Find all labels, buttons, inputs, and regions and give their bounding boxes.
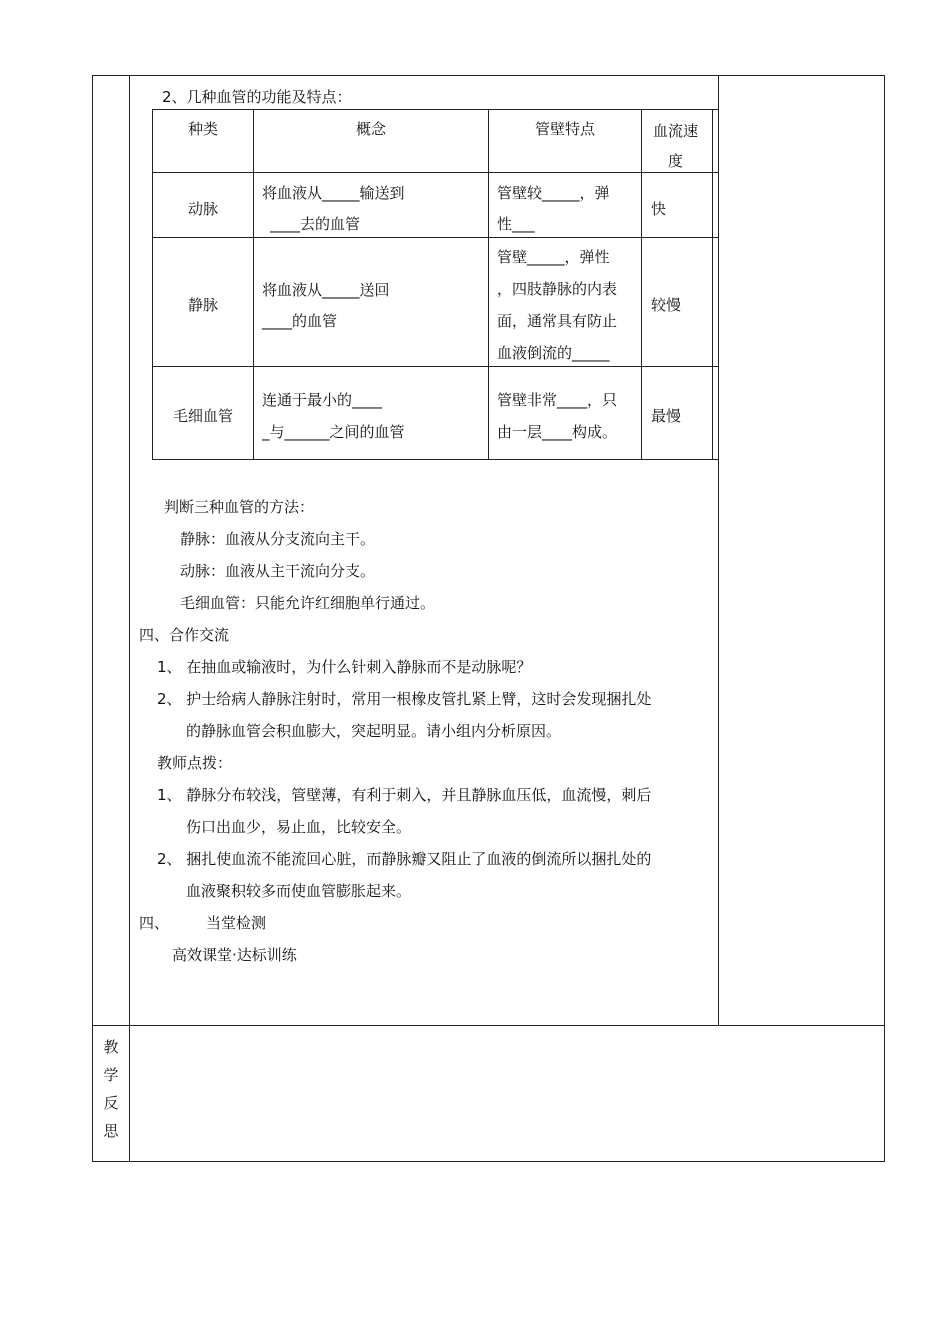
row-artery-wall-2: 性___ <box>497 215 535 233</box>
row-vein-wall-1: 管壁_____，弹性 <box>497 248 610 266</box>
row-capillary-concept-1: 连通于最小的____ <box>262 391 383 409</box>
question-2-line1: 2、 护士给病人静脉注射时，常用一根橡皮管扎紧上臂，这时会发现捆扎处 <box>157 690 652 708</box>
question-2-line2: 的静脉血管会积血膨大，突起明显。请小组内分析原因。 <box>186 722 562 740</box>
answer-1-line1: 1、 静脉分布较浅，管壁薄，有利于刺入，并且静脉血压低，血流慢，刺后 <box>157 786 652 804</box>
right-column-divider <box>718 75 719 1025</box>
method-artery: 动脉：血液从主干流向分支。 <box>180 562 376 580</box>
row-artery-wall-1: 管壁较_____，弹 <box>497 184 610 202</box>
row-vein-wall-2: ，四肢静脉的内表 <box>497 280 618 298</box>
header-type: 种类 <box>187 120 218 138</box>
teacher-guidance-title: 教师点拨： <box>157 754 233 772</box>
section5-subtitle: 高效课堂·达标训练 <box>172 946 297 964</box>
row-vein-concept-2: ____的血管 <box>262 312 338 330</box>
row-capillary-wall-2: 由一层____构成。 <box>497 423 618 441</box>
outer-top-border <box>92 75 885 76</box>
table-row-line-3 <box>152 366 718 367</box>
section-title: 2、几种血管的功能及特点： <box>162 88 352 106</box>
question-1: 1、 在抽血或输液时，为什么针刺入静脉而不是动脉呢？ <box>157 658 532 676</box>
reflection-char-1: 教 <box>103 1038 119 1056</box>
row-capillary-speed: 最慢 <box>651 407 682 425</box>
section5-label: 四、 <box>139 914 170 932</box>
table-bottom-line <box>152 459 718 460</box>
row-artery-concept-1: 将血液从_____输送到 <box>262 184 405 202</box>
label-column-divider <box>129 75 130 1162</box>
header-speed-line2: 度 <box>668 152 684 170</box>
reflection-char-3: 反 <box>103 1094 119 1112</box>
answer-1-line2: 伤口出血少，易止血，比较安全。 <box>186 818 412 836</box>
method-vein: 静脉：血液从分支流向主干。 <box>180 530 376 548</box>
table-row-line-2 <box>152 237 718 238</box>
row-vein-speed: 较慢 <box>651 296 682 314</box>
row-vein-concept-1: 将血液从_____送回 <box>262 281 390 299</box>
table-col-line-2 <box>488 109 489 460</box>
row-capillary-wall-1: 管壁非常____，只 <box>497 391 618 409</box>
table-col-line-3 <box>641 109 642 460</box>
reflection-row-divider <box>92 1025 885 1026</box>
row-capillary-type: 毛细血管 <box>172 407 233 425</box>
header-concept: 概念 <box>355 120 386 138</box>
outer-right-border <box>884 75 885 1162</box>
header-wall: 管壁特点 <box>534 120 595 138</box>
answer-2-line2: 血液聚积较多而使血管膨胀起来。 <box>186 882 412 900</box>
row-artery-concept-2: ____去的血管 <box>270 215 361 233</box>
row-capillary-concept-2: _与______之间的血管 <box>262 423 405 441</box>
table-col-line-4 <box>712 109 713 460</box>
row-vein-type: 静脉 <box>187 296 218 314</box>
outer-left-border <box>92 75 93 1162</box>
table-col-line-1 <box>253 109 254 460</box>
table-row-line-1 <box>152 172 718 173</box>
method-title: 判断三种血管的方法： <box>164 498 315 516</box>
method-capillary: 毛细血管：只能允许红细胞单行通过。 <box>180 594 436 612</box>
row-vein-wall-4: 血液倒流的_____ <box>497 344 610 362</box>
header-speed-line1: 血流速 <box>653 122 699 140</box>
answer-2-line1: 2、 捆扎使血流不能流回心脏，而静脉瓣又阻止了血液的倒流所以捆扎处的 <box>157 850 652 868</box>
table-top-line <box>152 109 718 110</box>
reflection-char-4: 思 <box>103 1122 119 1140</box>
reflection-char-2: 学 <box>103 1066 119 1084</box>
row-vein-wall-3: 面，通常具有防止 <box>497 312 618 330</box>
section5-title: 当堂检测 <box>206 914 267 932</box>
section4-title: 四、合作交流 <box>139 626 230 644</box>
outer-bottom-border <box>92 1161 885 1162</box>
row-artery-type: 动脉 <box>187 200 218 218</box>
row-artery-speed: 快 <box>651 200 667 218</box>
